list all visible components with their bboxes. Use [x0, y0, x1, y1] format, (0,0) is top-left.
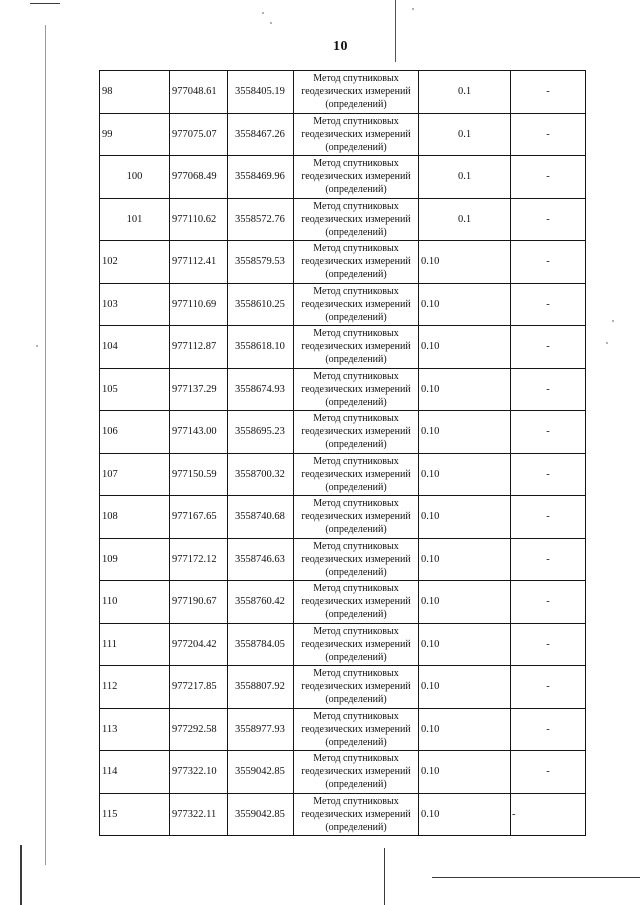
point-number: 102: [102, 256, 118, 268]
point-number: 105: [102, 383, 118, 395]
accuracy-value: 0.10: [421, 468, 440, 480]
method-line: геодезических измерений: [301, 298, 411, 310]
accuracy-cell: [419, 538, 511, 581]
coordinate-x: 977204.42: [172, 638, 217, 650]
coordinate-x-cell: [170, 453, 228, 496]
note-value: -: [546, 511, 550, 523]
coordinate-y: 3558610.25: [235, 298, 285, 310]
method-line: Метод спутниковых: [313, 625, 399, 637]
table-row: [100, 241, 586, 284]
coordinate-y-cell: [228, 113, 294, 156]
method-line: геодезических измерений: [301, 681, 411, 693]
note-value: -: [546, 681, 550, 693]
point-number-cell: [100, 666, 170, 709]
point-number-cell: [100, 623, 170, 666]
method-cell: [294, 708, 419, 751]
coordinate-y-cell: [228, 198, 294, 241]
coordinate-x: 977068.49: [172, 171, 217, 183]
coordinate-y-cell: [228, 793, 294, 836]
note-cell: [511, 453, 586, 496]
method-line: геодезических измерений: [301, 341, 411, 353]
coordinate-y-cell: [228, 496, 294, 539]
note-value: -: [546, 426, 550, 438]
method-line: геодезических измерений: [301, 723, 411, 735]
coordinate-x: 977143.00: [172, 426, 217, 438]
table-row: [100, 156, 586, 199]
coordinate-x: 977112.87: [172, 341, 217, 353]
method-line: Метод спутниковых: [313, 498, 399, 510]
method-line: геодезических измерений: [301, 596, 411, 608]
method-line: геодезических измерений: [301, 511, 411, 523]
method-line: геодезических измерений: [301, 383, 411, 395]
method-line: Метод спутниковых: [313, 115, 399, 127]
coordinate-x-cell: [170, 411, 228, 454]
note-cell: [511, 368, 586, 411]
table-row: [100, 708, 586, 751]
method-line: (определений): [325, 99, 387, 111]
coordinate-y: 3558807.92: [235, 681, 285, 693]
scan-line-left-bottom: [20, 845, 22, 905]
accuracy-cell: [419, 708, 511, 751]
coordinate-x: 977075.07: [172, 128, 217, 140]
note-value: -: [546, 553, 550, 565]
table-row: [100, 326, 586, 369]
note-value: -: [546, 298, 550, 310]
accuracy-value: 0.1: [457, 86, 472, 98]
accuracy-cell: [419, 453, 511, 496]
note-value: -: [546, 128, 550, 140]
scan-line-bottom-horizontal: [432, 877, 640, 878]
coordinate-y-cell: [228, 368, 294, 411]
note-cell: [511, 666, 586, 709]
table-row: [100, 368, 586, 411]
coordinate-x: 977110.69: [172, 298, 217, 310]
coordinate-y-cell: [228, 538, 294, 581]
table-row: [100, 411, 586, 454]
point-number: 98: [102, 86, 113, 98]
note-value: -: [546, 86, 550, 98]
method-line: (определений): [325, 184, 387, 196]
method-cell: [294, 496, 419, 539]
accuracy-cell: [419, 581, 511, 624]
method-line: (определений): [325, 311, 387, 323]
point-number: 103: [102, 298, 118, 310]
coordinate-x: 977292.58: [172, 723, 217, 735]
method-cell: [294, 623, 419, 666]
method-cell: [294, 198, 419, 241]
note-value: -: [546, 383, 550, 395]
point-number-cell: [100, 326, 170, 369]
accuracy-cell: [419, 496, 511, 539]
coordinate-y: 3558695.23: [235, 426, 285, 438]
method-cell: [294, 538, 419, 581]
coordinate-x-cell: [170, 708, 228, 751]
method-line: (определений): [325, 141, 387, 153]
method-line: Метод спутниковых: [313, 158, 399, 170]
accuracy-cell: [419, 751, 511, 794]
note-cell: [511, 623, 586, 666]
table-row: [100, 71, 586, 114]
note-value: -: [546, 171, 550, 183]
coordinate-y-cell: [228, 283, 294, 326]
coordinate-y: 3559042.85: [235, 766, 285, 778]
point-number: 100: [126, 171, 143, 183]
method-line: геодезических измерений: [301, 553, 411, 565]
coordinate-x: 977110.62: [172, 213, 217, 225]
accuracy-value: 0.10: [421, 553, 440, 565]
note-cell: [511, 793, 586, 836]
scan-speck: [270, 22, 272, 24]
method-line: Метод спутниковых: [313, 328, 399, 340]
coordinate-x-cell: [170, 198, 228, 241]
method-line: геодезических измерений: [301, 766, 411, 778]
point-number-cell: [100, 411, 170, 454]
method-line: геодезических измерений: [301, 426, 411, 438]
coordinate-y: 3558469.96: [235, 171, 285, 183]
point-number: 110: [102, 596, 118, 608]
scan-line-top-vertical: [395, 0, 396, 62]
method-cell: [294, 326, 419, 369]
method-line: Метод спутниковых: [313, 753, 399, 765]
method-line: (определений): [325, 524, 387, 536]
point-number-cell: [100, 283, 170, 326]
point-number-cell: [100, 793, 170, 836]
method-line: (определений): [325, 694, 387, 706]
method-line: геодезических измерений: [301, 256, 411, 268]
coordinate-y: 3558572.76: [235, 213, 285, 225]
method-line: Метод спутниковых: [313, 285, 399, 297]
note-value: -: [546, 341, 550, 353]
table-row: [100, 113, 586, 156]
note-cell: [511, 198, 586, 241]
accuracy-value: 0.10: [421, 426, 440, 438]
method-line: (определений): [325, 481, 387, 493]
method-line: геодезических измерений: [301, 128, 411, 140]
point-number: 112: [102, 681, 118, 693]
note-cell: [511, 708, 586, 751]
method-line: (определений): [325, 566, 387, 578]
table-row: [100, 496, 586, 539]
point-number: 101: [126, 213, 143, 225]
coordinate-x: 977172.12: [172, 553, 217, 565]
point-number: 99: [102, 128, 113, 140]
accuracy-value: 0.1: [457, 128, 472, 140]
point-number-cell: [100, 368, 170, 411]
accuracy-value: 0.10: [421, 341, 440, 353]
coordinate-x-cell: [170, 666, 228, 709]
scan-speck: [36, 345, 38, 347]
coordinate-y: 3558467.26: [235, 128, 285, 140]
accuracy-value: 0.1: [457, 213, 472, 225]
coordinate-y: 3558579.53: [235, 256, 285, 268]
coordinate-y-cell: [228, 411, 294, 454]
coordinate-x: 977112.41: [172, 256, 217, 268]
coordinate-x-cell: [170, 623, 228, 666]
scan-line-bottom-vertical: [384, 848, 385, 905]
coordinate-y: 3558740.68: [235, 511, 285, 523]
coordinate-y-cell: [228, 751, 294, 794]
note-cell: [511, 283, 586, 326]
method-line: (определений): [325, 396, 387, 408]
coordinate-x-cell: [170, 283, 228, 326]
method-cell: [294, 453, 419, 496]
table-row: [100, 538, 586, 581]
method-cell: [294, 411, 419, 454]
accuracy-cell: [419, 793, 511, 836]
point-number-cell: [100, 71, 170, 114]
accuracy-value: 0.10: [421, 638, 440, 650]
coordinate-y: 3559042.85: [235, 808, 285, 820]
accuracy-cell: [419, 283, 511, 326]
point-number-cell: [100, 241, 170, 284]
coordinate-y: 3558746.63: [235, 553, 285, 565]
coordinate-y: 3558700.32: [235, 468, 285, 480]
method-line: Метод спутниковых: [313, 73, 399, 85]
accuracy-cell: [419, 156, 511, 199]
point-number: 111: [102, 638, 117, 650]
coordinate-y-cell: [228, 708, 294, 751]
method-line: Метод спутниковых: [313, 795, 399, 807]
coordinate-x: 977048.61: [172, 86, 217, 98]
accuracy-value: 0.10: [421, 511, 440, 523]
point-number-cell: [100, 198, 170, 241]
accuracy-cell: [419, 623, 511, 666]
note-value: -: [546, 596, 550, 608]
coordinate-x: 977150.59: [172, 468, 217, 480]
note-cell: [511, 751, 586, 794]
accuracy-value: 0.10: [421, 808, 440, 820]
method-cell: [294, 113, 419, 156]
scan-speck: [262, 12, 264, 14]
point-number-cell: [100, 156, 170, 199]
scan-line-left-margin: [45, 25, 46, 865]
accuracy-cell: [419, 326, 511, 369]
point-number-cell: [100, 708, 170, 751]
method-line: (определений): [325, 736, 387, 748]
method-cell: [294, 368, 419, 411]
note-cell: [511, 156, 586, 199]
scan-line-top-left: [30, 3, 60, 4]
method-cell: [294, 283, 419, 326]
table-row: [100, 581, 586, 624]
method-line: геодезических измерений: [301, 171, 411, 183]
table-row: [100, 793, 586, 836]
accuracy-cell: [419, 198, 511, 241]
coordinate-y-cell: [228, 581, 294, 624]
note-cell: [511, 411, 586, 454]
coordinate-x: 977167.65: [172, 511, 217, 523]
accuracy-value: 0.10: [421, 723, 440, 735]
method-line: (определений): [325, 269, 387, 281]
coordinate-y: 3558977.93: [235, 723, 285, 735]
method-line: Метод спутниковых: [313, 583, 399, 595]
table-row: [100, 623, 586, 666]
method-line: Метод спутниковых: [313, 413, 399, 425]
method-line: (определений): [325, 439, 387, 451]
method-cell: [294, 666, 419, 709]
accuracy-value: 0.10: [421, 383, 440, 395]
coordinate-x-cell: [170, 793, 228, 836]
table-row: [100, 666, 586, 709]
accuracy-cell: [419, 368, 511, 411]
method-line: (определений): [325, 609, 387, 621]
note-value: -: [546, 766, 550, 778]
coordinate-x: 977322.11: [172, 808, 217, 820]
method-line: Метод спутниковых: [313, 710, 399, 722]
method-line: геодезических измерений: [301, 468, 411, 480]
coordinate-y: 3558405.19: [235, 86, 285, 98]
method-line: Метод спутниковых: [313, 243, 399, 255]
method-line: Метод спутниковых: [313, 370, 399, 382]
table-row: [100, 453, 586, 496]
accuracy-cell: [419, 113, 511, 156]
table-row: [100, 198, 586, 241]
note-cell: [511, 241, 586, 284]
method-cell: [294, 751, 419, 794]
point-number: 115: [102, 808, 118, 820]
method-line: геодезических измерений: [301, 638, 411, 650]
method-cell: [294, 71, 419, 114]
method-line: (определений): [325, 821, 387, 833]
method-line: (определений): [325, 226, 387, 238]
coordinate-x-cell: [170, 496, 228, 539]
note-value: -: [546, 638, 550, 650]
accuracy-value: 0.10: [421, 596, 440, 608]
method-line: (определений): [325, 779, 387, 791]
note-cell: [511, 538, 586, 581]
point-number: 108: [102, 511, 118, 523]
coordinate-x-cell: [170, 113, 228, 156]
point-number-cell: [100, 453, 170, 496]
coordinate-x-cell: [170, 751, 228, 794]
accuracy-cell: [419, 411, 511, 454]
note-cell: [511, 71, 586, 114]
accuracy-value: 0.1: [457, 171, 472, 183]
point-number: 106: [102, 426, 118, 438]
method-line: геодезических измерений: [301, 213, 411, 225]
coordinate-x-cell: [170, 538, 228, 581]
coordinate-y-cell: [228, 623, 294, 666]
method-line: геодезических измерений: [301, 86, 411, 98]
accuracy-value: 0.10: [421, 766, 440, 778]
scan-speck: [612, 320, 614, 322]
accuracy-value: 0.10: [421, 256, 440, 268]
coordinates-table: [99, 70, 586, 836]
method-cell: [294, 581, 419, 624]
coordinate-y-cell: [228, 326, 294, 369]
method-line: Метод спутниковых: [313, 668, 399, 680]
coordinate-x-cell: [170, 368, 228, 411]
coordinate-x-cell: [170, 71, 228, 114]
scan-speck: [412, 8, 414, 10]
note-value: -: [546, 468, 550, 480]
point-number: 114: [102, 766, 118, 778]
accuracy-cell: [419, 241, 511, 284]
note-cell: [511, 581, 586, 624]
table-row: [100, 751, 586, 794]
coordinate-y: 3558618.10: [235, 341, 285, 353]
point-number-cell: [100, 113, 170, 156]
note-cell: [511, 113, 586, 156]
point-number: 107: [102, 468, 118, 480]
point-number: 109: [102, 553, 118, 565]
accuracy-cell: [419, 71, 511, 114]
method-line: Метод спутниковых: [313, 540, 399, 552]
coordinate-x-cell: [170, 326, 228, 369]
coordinate-x-cell: [170, 241, 228, 284]
coordinate-x-cell: [170, 581, 228, 624]
coordinate-y-cell: [228, 453, 294, 496]
method-line: Метод спутниковых: [313, 200, 399, 212]
point-number-cell: [100, 751, 170, 794]
accuracy-value: 0.10: [421, 298, 440, 310]
note-value: -: [546, 723, 550, 735]
accuracy-value: 0.10: [421, 681, 440, 693]
note-cell: [511, 496, 586, 539]
point-number-cell: [100, 581, 170, 624]
point-number-cell: [100, 538, 170, 581]
coordinate-x-cell: [170, 156, 228, 199]
note-value: -: [546, 256, 550, 268]
table-row: [100, 283, 586, 326]
coordinate-y-cell: [228, 241, 294, 284]
coordinate-x: 977322.10: [172, 766, 217, 778]
method-cell: [294, 241, 419, 284]
method-line: геодезических измерений: [301, 808, 411, 820]
note-value: -: [546, 213, 550, 225]
coordinate-x: 977190.67: [172, 596, 217, 608]
coordinate-y: 3558760.42: [235, 596, 285, 608]
method-line: (определений): [325, 651, 387, 663]
coordinate-y: 3558784.05: [235, 638, 285, 650]
point-number: 104: [102, 341, 118, 353]
method-line: (определений): [325, 354, 387, 366]
point-number: 113: [102, 723, 118, 735]
coordinate-y-cell: [228, 666, 294, 709]
coordinate-y-cell: [228, 71, 294, 114]
coordinate-y-cell: [228, 156, 294, 199]
coordinate-x: 977137.29: [172, 383, 217, 395]
method-cell: [294, 156, 419, 199]
accuracy-cell: [419, 666, 511, 709]
scan-speck: [606, 342, 608, 344]
coordinate-x: 977217.85: [172, 681, 217, 693]
note-value: -: [512, 808, 516, 820]
method-cell: [294, 793, 419, 836]
coordinate-y: 3558674.93: [235, 383, 285, 395]
page-number: 10: [333, 39, 348, 54]
method-line: Метод спутниковых: [313, 455, 399, 467]
note-cell: [511, 326, 586, 369]
point-number-cell: [100, 496, 170, 539]
